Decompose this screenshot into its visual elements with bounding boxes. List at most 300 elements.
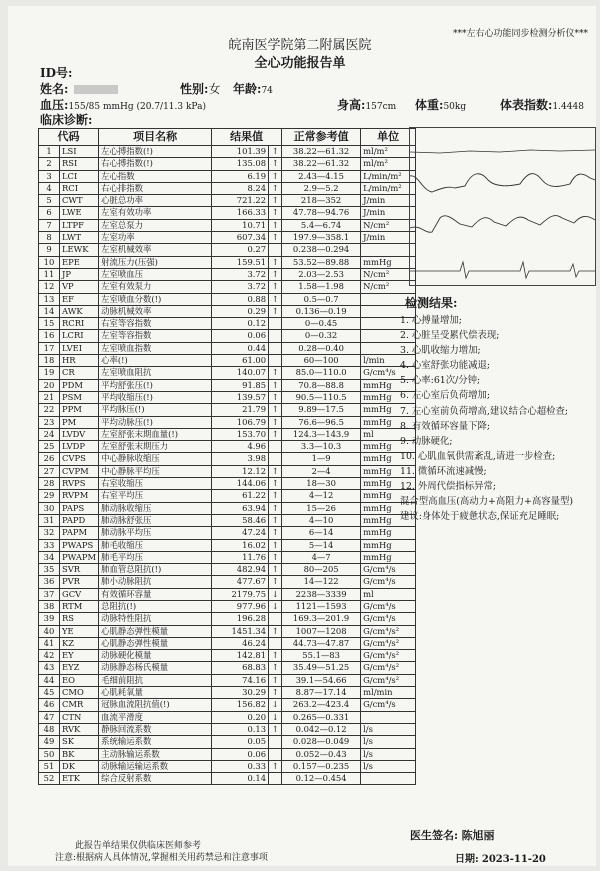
code: CR	[60, 367, 99, 379]
code: LCRI	[60, 330, 99, 342]
flag: ↑	[269, 527, 282, 539]
table-row	[39, 256, 416, 268]
code: LWE	[60, 207, 99, 219]
header-result: 结果值	[212, 129, 282, 146]
age-label: 年龄:	[233, 82, 262, 96]
flag: ↑	[269, 182, 282, 194]
flag: ↑	[269, 551, 282, 563]
code: EO	[60, 674, 99, 686]
row-number: 23	[39, 416, 60, 428]
row-number: 41	[39, 637, 60, 649]
result-value: 0.88	[212, 293, 269, 305]
unit	[361, 244, 416, 256]
flag: ↓	[269, 711, 282, 723]
row-number: 42	[39, 650, 60, 662]
reference-range: 8.87—17.14	[282, 687, 361, 699]
table-row	[39, 502, 416, 514]
item-name: 肺动脉舒张压	[99, 514, 212, 526]
doctor-signature	[410, 827, 495, 843]
reference-range: 1—9	[282, 453, 361, 465]
code: LSI	[60, 146, 99, 158]
unit: G/cm⁴/s²	[361, 662, 416, 674]
code: EY	[60, 650, 99, 662]
result-value: 2179.75	[212, 588, 269, 600]
row-number: 37	[39, 588, 60, 600]
row-number: 21	[39, 391, 60, 403]
unit: ml/m²	[361, 146, 416, 158]
item-name: 毛细前阻抗	[99, 674, 212, 686]
code: DK	[60, 760, 99, 772]
flag: ↑	[269, 687, 282, 699]
table-row	[39, 318, 416, 330]
reference-range: 0.5—0.7	[282, 293, 361, 305]
flag: ↑	[269, 146, 282, 158]
table-row	[39, 650, 416, 662]
row-number: 44	[39, 674, 60, 686]
reference-range: 2.03—2.53	[282, 268, 361, 280]
row-number: 28	[39, 478, 60, 490]
row-number: 38	[39, 600, 60, 612]
flag: ↑	[269, 367, 282, 379]
reference-range: 218—352	[282, 195, 361, 207]
row-number: 11	[39, 268, 60, 280]
row-number: 4	[39, 182, 60, 194]
row-number: 35	[39, 564, 60, 576]
finding-item: 3. 心肌收缩力增加;	[400, 345, 481, 357]
code: RCRI	[60, 318, 99, 330]
reference-range: 35.49—51.25	[282, 662, 361, 674]
code: JP	[60, 268, 99, 280]
flag: ↑	[269, 650, 282, 662]
item-name: 肺动脉平均压	[99, 527, 212, 539]
code: RVPM	[60, 490, 99, 502]
id-label: ID号:	[40, 66, 73, 80]
finding-item: 12. 外周代偿指标异常;	[400, 481, 497, 493]
table-row	[39, 207, 416, 219]
reference-range: 5—14	[282, 539, 361, 551]
item-name: 肺小动脉阻抗	[99, 576, 212, 588]
result-value: 63.94	[212, 502, 269, 514]
row-number: 39	[39, 613, 60, 625]
flag: ↑	[269, 391, 282, 403]
flag: ↑	[269, 379, 282, 391]
unit: ml/m²	[361, 158, 416, 170]
code: CMR	[60, 699, 99, 711]
flag: ↑	[269, 674, 282, 686]
name-row	[40, 80, 580, 97]
item-name: 综合反射系数	[99, 773, 212, 785]
row-number: 13	[39, 293, 60, 305]
item-name: 左室有效泵力	[99, 281, 212, 293]
result-value: 30.29	[212, 687, 269, 699]
table-row	[39, 637, 416, 649]
waveform-traces	[410, 128, 595, 285]
footer-note-2: 注意:根据病人具体情况,掌握相关用药禁忌和注意事项	[55, 853, 268, 863]
unit: G/cm⁴/s	[361, 576, 416, 588]
reference-range: 2.43—4.15	[282, 170, 361, 182]
code: PAPM	[60, 527, 99, 539]
row-number: 48	[39, 723, 60, 735]
reference-range: 4—10	[282, 514, 361, 526]
table-row	[39, 551, 416, 563]
item-name: 静脉回流系数	[99, 723, 212, 735]
code: PSM	[60, 391, 99, 403]
unit: mmHg	[361, 490, 416, 502]
code: PWAPS	[60, 539, 99, 551]
report-title: 全心功能报告单	[254, 56, 346, 71]
unit: mmHg	[361, 478, 416, 490]
unit: ml	[361, 428, 416, 440]
unit: ml/min	[361, 687, 416, 699]
item-name: 动脉输运输运系数	[99, 760, 212, 772]
result-value: 91.85	[212, 379, 269, 391]
code: CVPS	[60, 453, 99, 465]
flag: ↑	[269, 662, 282, 674]
flag	[269, 748, 282, 760]
code: CTN	[60, 711, 99, 723]
code: GCV	[60, 588, 99, 600]
item-name: 动脉静态杨氏模量	[99, 662, 212, 674]
reference-range: 0.042—0.12	[282, 723, 361, 735]
flag: ↑	[269, 293, 282, 305]
flag: ↑	[269, 268, 282, 280]
finding-item: 4. 心室舒张功能减退;	[400, 360, 491, 372]
item-name: 左心指数	[99, 170, 212, 182]
flag: ↑	[269, 281, 282, 293]
reference-range: 263.2—423.4	[282, 699, 361, 711]
flag	[269, 244, 282, 256]
item-name: 右心排指数	[99, 182, 212, 194]
reference-range: 85.0—110.0	[282, 367, 361, 379]
result-value: 140.07	[212, 367, 269, 379]
flag	[269, 355, 282, 367]
table-row	[39, 195, 416, 207]
table-row	[39, 355, 416, 367]
unit: G/cm⁴/s	[361, 600, 416, 612]
item-name: 左室喷血阻抗	[99, 367, 212, 379]
result-value: 607.34	[212, 232, 269, 244]
bsa-label: 体表指数:	[500, 98, 553, 112]
code: SVR	[60, 564, 99, 576]
flag: ↑	[269, 195, 282, 207]
flag: ↑	[269, 760, 282, 772]
item-name: 心肌耗氧量	[99, 687, 212, 699]
item-name: 左室舒张末期血量(!)	[99, 428, 212, 440]
code: RCI	[60, 182, 99, 194]
unit: G/cm⁴/s²	[361, 674, 416, 686]
row-number: 5	[39, 195, 60, 207]
flag: ↑	[269, 170, 282, 182]
flag	[269, 342, 282, 354]
table-row	[39, 170, 416, 182]
flag	[269, 773, 282, 785]
flag: ↑	[269, 232, 282, 244]
unit: mmHg	[361, 551, 416, 563]
table-row	[39, 416, 416, 428]
unit: l/min	[361, 355, 416, 367]
code: RTM	[60, 600, 99, 612]
flag: ↑	[269, 564, 282, 576]
result-value: 0.27	[212, 244, 269, 256]
reference-range: 0—0.45	[282, 318, 361, 330]
row-number: 29	[39, 490, 60, 502]
result-value: 61.22	[212, 490, 269, 502]
reference-range: 18—30	[282, 478, 361, 490]
item-name: 左心搏指数(!)	[99, 146, 212, 158]
item-name: 动脉特性阻抗	[99, 613, 212, 625]
item-name: 心脏总功率	[99, 195, 212, 207]
finding-item: 9. 动脉硬化;	[400, 435, 453, 447]
table-row	[39, 342, 416, 354]
unit: l/s	[361, 723, 416, 735]
flag: ↑	[269, 539, 282, 551]
code: CVPM	[60, 465, 99, 477]
code: PVR	[60, 576, 99, 588]
flag: ↑	[269, 416, 282, 428]
row-number: 9	[39, 244, 60, 256]
item-name: 左室功率	[99, 232, 212, 244]
row-number: 19	[39, 367, 60, 379]
reference-range: 169.3—201.9	[282, 613, 361, 625]
row-number: 45	[39, 687, 60, 699]
row-number: 18	[39, 355, 60, 367]
reference-range: 5.4—6.74	[282, 219, 361, 231]
reference-range: 9.89—17.5	[282, 404, 361, 416]
table-row	[39, 539, 416, 551]
reference-range: 39.1—54.66	[282, 674, 361, 686]
result-value: 477.67	[212, 576, 269, 588]
row-number: 51	[39, 760, 60, 772]
table-row	[39, 404, 416, 416]
reference-range: 0.12—0.454	[282, 773, 361, 785]
flag: ↑	[269, 305, 282, 317]
unit	[361, 711, 416, 723]
trace-3	[410, 216, 595, 233]
reference-range: 38.22—61.32	[282, 158, 361, 170]
flag: ↑	[269, 428, 282, 440]
table-row	[39, 687, 416, 699]
table-row	[39, 600, 416, 612]
code: RVPS	[60, 478, 99, 490]
unit: mmHg	[361, 391, 416, 403]
table-row	[39, 441, 416, 453]
result-value: 11.76	[212, 551, 269, 563]
table-row	[39, 478, 416, 490]
results-body	[39, 146, 416, 785]
unit: J/min	[361, 232, 416, 244]
row-number: 27	[39, 465, 60, 477]
table-row	[39, 268, 416, 280]
code: EPE	[60, 256, 99, 268]
reference-range: 55.1—83	[282, 650, 361, 662]
code: LCI	[60, 170, 99, 182]
code: EYZ	[60, 662, 99, 674]
flag: ↓	[269, 588, 282, 600]
finding-item: 1. 心搏量增加;	[400, 315, 462, 326]
flag	[269, 441, 282, 453]
result-value: 3.72	[212, 281, 269, 293]
item-name: 左室舒张末期压力	[99, 441, 212, 453]
finding-item: 7. 左心室前负荷增高,建议结合心超检查;	[400, 405, 569, 417]
result-value: 8.24	[212, 182, 269, 194]
reference-range: 1.58—1.98	[282, 281, 361, 293]
unit: N/cm²	[361, 268, 416, 280]
code: KZ	[60, 637, 99, 649]
result-value: 0.06	[212, 330, 269, 342]
unit: l/s	[361, 748, 416, 760]
item-name: 中心静脉平均压	[99, 465, 212, 477]
table-row	[39, 613, 416, 625]
item-name: 右室收缩压	[99, 478, 212, 490]
code: BK	[60, 748, 99, 760]
unit: ml	[361, 588, 416, 600]
flag	[269, 736, 282, 748]
row-number: 16	[39, 330, 60, 342]
trace-2	[410, 174, 595, 192]
reference-range: 1121—1593	[282, 600, 361, 612]
table-row	[39, 305, 416, 317]
result-value: 4.96	[212, 441, 269, 453]
item-name: 中心静脉收缩压	[99, 453, 212, 465]
date-value: 2023-11-20	[481, 854, 546, 865]
flag: ↑	[269, 465, 282, 477]
flag	[269, 318, 282, 330]
table-row	[39, 146, 416, 158]
table-row	[39, 428, 416, 440]
table-row	[39, 453, 416, 465]
result-value: 0.44	[212, 342, 269, 354]
table-row	[39, 699, 416, 711]
weight-label: 体重:	[415, 98, 444, 112]
code: ETK	[60, 773, 99, 785]
row-number: 15	[39, 318, 60, 330]
unit: mmHg	[361, 514, 416, 526]
code: YE	[60, 625, 99, 637]
bp-label: 血压:	[40, 98, 69, 112]
flag: ↑	[269, 207, 282, 219]
unit	[361, 773, 416, 785]
result-value: 101.39	[212, 146, 269, 158]
row-number: 2	[39, 158, 60, 170]
item-name: 左室喷血指数	[99, 342, 212, 354]
flag: ↑	[269, 576, 282, 588]
flag: ↑	[269, 219, 282, 231]
row-number: 46	[39, 699, 60, 711]
table-row	[39, 465, 416, 477]
reference-range: 14—122	[282, 576, 361, 588]
reference-range: 0.136—0.19	[282, 305, 361, 317]
unit: G/cm⁴/s	[361, 367, 416, 379]
flag: ↑	[269, 490, 282, 502]
code: LVDV	[60, 428, 99, 440]
unit: mmHg	[361, 465, 416, 477]
result-value: 166.33	[212, 207, 269, 219]
flag: ↑	[269, 625, 282, 637]
unit: G/cm⁴/s²	[361, 625, 416, 637]
result-value: 0.29	[212, 305, 269, 317]
unit: mmHg	[361, 502, 416, 514]
unit: mmHg	[361, 379, 416, 391]
finding-item: 2. 心脏呈受累代偿表现;	[400, 330, 500, 342]
code: SK	[60, 736, 99, 748]
flag: ↓	[269, 699, 282, 711]
table-row	[39, 748, 416, 760]
table-row	[39, 773, 416, 785]
trace-4	[410, 262, 595, 278]
item-name: 心肌静态弹性模量	[99, 625, 212, 637]
table-row	[39, 281, 416, 293]
item-name: 心肌静态弹性模量	[99, 637, 212, 649]
item-name: 左室有效功率	[99, 207, 212, 219]
table-row	[39, 391, 416, 403]
table-row	[39, 367, 416, 379]
unit: mmHg	[361, 527, 416, 539]
unit: N/cm²	[361, 281, 416, 293]
item-name: 左室喷血分数(!)	[99, 293, 212, 305]
results-title: 检测结果:	[405, 296, 458, 310]
reference-range: 3.3—10.3	[282, 441, 361, 453]
row-number: 7	[39, 219, 60, 231]
item-name: 射流压力(压强)	[99, 256, 212, 268]
result-value: 153.70	[212, 428, 269, 440]
result-value: 0.13	[212, 723, 269, 735]
row-number: 33	[39, 539, 60, 551]
row-number: 1	[39, 146, 60, 158]
reference-range: 0.052—0.43	[282, 748, 361, 760]
item-name: 动脉机械效率	[99, 305, 212, 317]
result-value: 3.72	[212, 268, 269, 280]
item-name: 肺动脉收缩压	[99, 502, 212, 514]
waveform-panel	[409, 127, 596, 286]
result-value: 977.96	[212, 600, 269, 612]
flag: ↑	[269, 502, 282, 514]
unit: mmHg	[361, 416, 416, 428]
row-number: 25	[39, 441, 60, 453]
table-row	[39, 674, 416, 686]
item-name: 系统输运系数	[99, 736, 212, 748]
reference-range: 124.3—143.9	[282, 428, 361, 440]
code: HR	[60, 355, 99, 367]
item-name: 左室总泵力	[99, 219, 212, 231]
table-row	[39, 564, 416, 576]
findings-list	[400, 313, 596, 524]
table-row	[39, 736, 416, 748]
item-name: 总阻抗(!)	[99, 600, 212, 612]
unit: G/cm⁴/s	[361, 699, 416, 711]
code: LWT	[60, 232, 99, 244]
unit: mmHg	[361, 453, 416, 465]
age-value: 74	[261, 86, 273, 96]
reference-range: 44.73—47.87	[282, 637, 361, 649]
item-name: 右室平均压	[99, 490, 212, 502]
unit: G/cm⁴/s²	[361, 637, 416, 649]
code: PWAPM	[60, 551, 99, 563]
date-label: 日期:	[455, 854, 479, 865]
result-value: 10.71	[212, 219, 269, 231]
row-number: 6	[39, 207, 60, 219]
result-value: 61.00	[212, 355, 269, 367]
result-value: 156.82	[212, 699, 269, 711]
code: AWK	[60, 305, 99, 317]
item-name: 动脉硬化模量	[99, 650, 212, 662]
result-value: 3.98	[212, 453, 269, 465]
result-value: 16.02	[212, 539, 269, 551]
reference-range: 2—4	[282, 465, 361, 477]
item-name: 左室机械效率	[99, 244, 212, 256]
code: PDM	[60, 379, 99, 391]
unit: G/cm⁴/s	[361, 613, 416, 625]
reference-range: 2238—3339	[282, 588, 361, 600]
